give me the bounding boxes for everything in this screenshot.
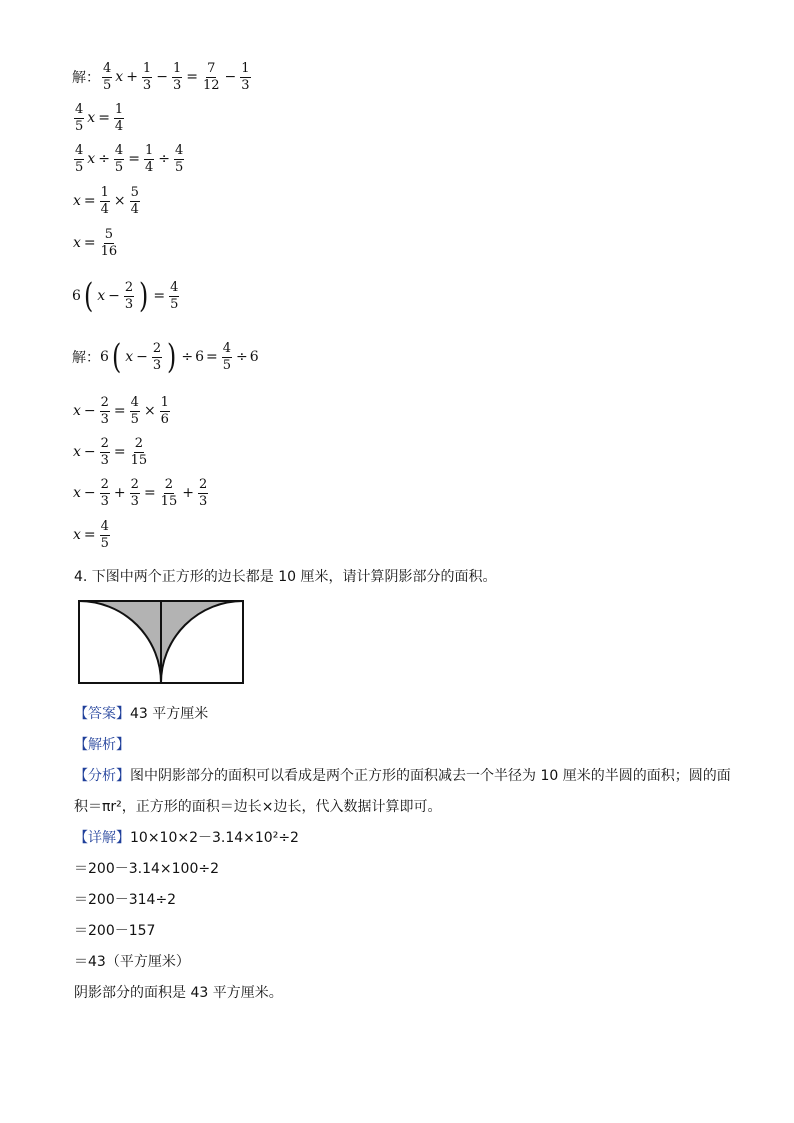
- fraction: $\frac{1}{3}$: [172, 61, 182, 93]
- equation-line-7: 解： 6 ( x − $\frac{2}{3}$ ) ÷ 6 = $\frac{4}{5}$ ÷ 6: [72, 337, 259, 377]
- fraction: $\frac{2}{3}$: [152, 340, 162, 373]
- equation-line-3: $\frac{4}{5}$ x ÷ $\frac{4}{5}$ = $\frac{1}{4}$ ÷ $\frac{4}{5}$: [75, 143, 184, 175]
- solution-label: 解：: [72, 350, 100, 366]
- question-4: 4. 下图中两个正方形的边长都是 10 厘米，请计算阴影部分的面积。: [74, 569, 497, 585]
- analysis-text-1: 图中阴影部分的面积可以看成是两个正方形的面积减去一个半径为 10 厘米的半圆的面积；圆的面: [130, 768, 731, 784]
- fraction: $\frac{2}{3}$: [198, 477, 208, 509]
- answer-tag: 【答案】: [74, 706, 130, 722]
- fraction: $\frac{2}{3}$: [100, 436, 109, 468]
- fraction: $\frac{2}{3}$: [130, 477, 139, 509]
- fraction: $\frac{4}{5}$: [75, 102, 84, 134]
- variable-x: x: [115, 69, 124, 86]
- equation-line-6: 6 ( x − $\frac{2}{3}$ ) = $\frac{4}{5}$: [72, 276, 179, 316]
- fraction: $\frac{4}{5}$: [75, 143, 84, 175]
- detail-expression: 10×10×2－3.14×10²÷2: [130, 830, 299, 846]
- detail-line-5: ＝43（平方厘米）: [74, 954, 190, 970]
- fraction: $\frac{2}{3}$: [100, 477, 109, 509]
- fraction: $\frac{1}{4}$: [100, 185, 109, 217]
- detail-tag: 【详解】: [74, 830, 130, 846]
- equation-line-8: x − $\frac{2}{3}$ = $\frac{4}{5}$ × $\frac{1}{6}$: [73, 395, 169, 427]
- fraction: $\frac{2}{15}$: [130, 436, 148, 468]
- analysis-line-1: [74, 765, 731, 785]
- fraction: $\frac{1}{4}$: [144, 143, 154, 175]
- fraction: $\frac{4}{5}$: [222, 340, 232, 373]
- fraction: $\frac{2}{3}$: [100, 395, 109, 427]
- fraction: $\frac{5}{16}$: [100, 227, 118, 259]
- detail-line-2: ＝200－3.14×100÷2: [74, 861, 219, 877]
- detail-line-4: ＝200－157: [74, 923, 156, 939]
- fraction: $\frac{1}{3}$: [142, 61, 152, 93]
- fraction: $\frac{7}{12}$: [202, 61, 220, 93]
- fraction: $\frac{4}{5}$: [174, 143, 184, 175]
- fraction: $\frac{4}{5}$: [170, 279, 179, 312]
- equation-line-9: x − $\frac{2}{3}$ = $\frac{2}{15}$: [73, 436, 148, 468]
- analysis-tag: 【分析】: [74, 768, 130, 784]
- fraction: $\frac{1}{4}$: [114, 102, 124, 134]
- jiexi-line: [74, 734, 130, 754]
- fraction: $\frac{2}{15}$: [160, 477, 178, 509]
- conclusion-line: 阴影部分的面积是 43 平方厘米。: [74, 985, 283, 1001]
- solution-label: 解：: [72, 70, 100, 87]
- jiexi-tag: 【解析】: [74, 737, 130, 753]
- fraction: $\frac{5}{4}$: [130, 185, 139, 217]
- fraction: $\frac{4}{5}$: [130, 395, 139, 427]
- analysis-line-2: 积＝πr²，正方形的面积＝边长×边长，代入数据计算即可。: [74, 799, 442, 815]
- detail-line-3: ＝200－314÷2: [74, 892, 177, 908]
- equation-line-10: x − $\frac{2}{3}$ + $\frac{2}{3}$ = $\frac{2}{15}$ + $\frac{2}{3}$: [73, 477, 208, 509]
- fraction: $\frac{1}{3}$: [241, 61, 250, 93]
- equation-line-2: $\frac{4}{5}$ x = $\frac{1}{4}$: [75, 102, 124, 134]
- two-squares-figure: [76, 598, 250, 686]
- equation-line-4: x = $\frac{1}{4}$ × $\frac{5}{4}$: [73, 185, 139, 217]
- detail-line-1: [74, 827, 299, 847]
- fraction: $\frac{2}{3}$: [124, 279, 134, 312]
- equation-line-1: 解： $\frac{4}{5}$ x + $\frac{1}{3}$ − $\frac{1}{3}$ = $\frac{7}{12}$ − $\frac{1}{3}$: [72, 61, 250, 93]
- fraction: $\frac{1}{6}$: [160, 395, 169, 427]
- fraction: $\frac{4}{5}$: [114, 143, 124, 175]
- equation-line-5: x = $\frac{5}{16}$: [73, 227, 118, 259]
- answer-text: 43 平方厘米: [130, 706, 209, 722]
- fraction: $\frac{4}{5}$: [100, 519, 109, 551]
- answer-line: [74, 703, 208, 723]
- fraction: $\frac{4}{5}$: [103, 61, 112, 93]
- equation-line-11: x = $\frac{4}{5}$: [73, 519, 109, 551]
